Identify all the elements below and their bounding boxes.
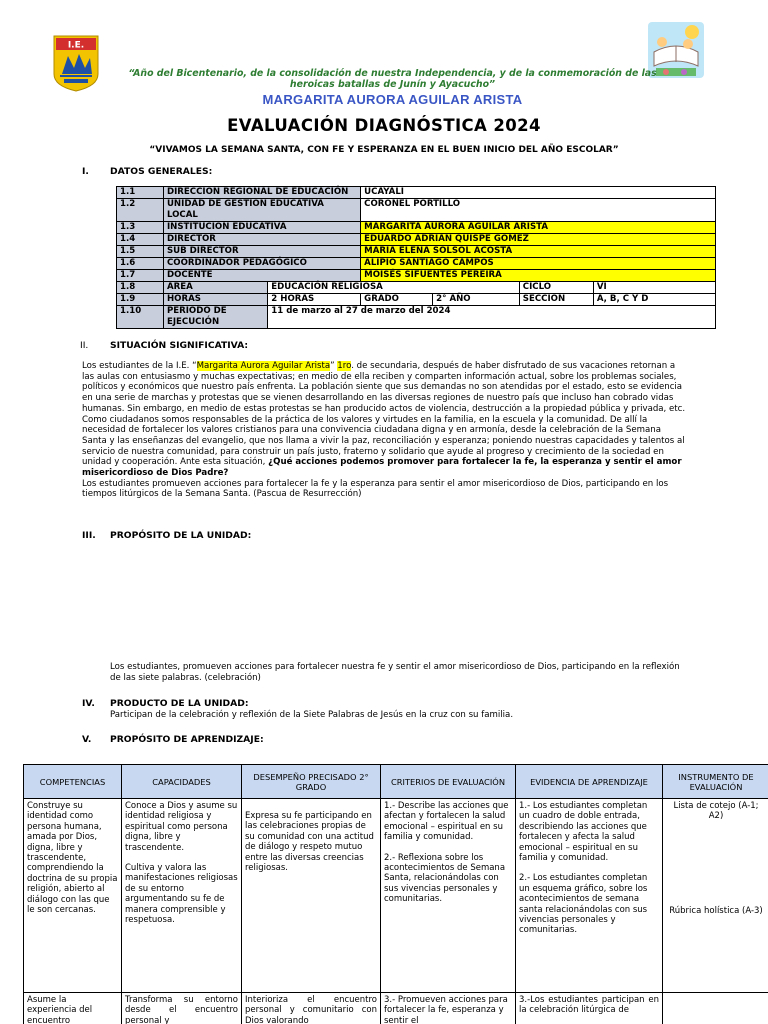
competencia-cell: Asume la experiencia del encuentro (24, 993, 122, 1024)
field-value: UCAYALI (361, 187, 716, 199)
table-row (117, 187, 716, 199)
year-motto: “Año del Bicentenario, de la consolidación de nuestra Independencia, y de la conmemoración de las heroicas batallas de Junín y Ayacucho” (128, 68, 657, 90)
row-number: 1.5 (117, 246, 164, 258)
field-label: DIRECTOR (163, 234, 360, 246)
instrumento-cell (663, 799, 768, 993)
field-value: MARIA ELENA SOLSOL ACOSTA (361, 246, 716, 258)
learning-purpose-table (23, 764, 768, 1024)
field-value: CORONEL PORTILLO (361, 199, 716, 222)
criterio-item: 2.- Reflexiona sobre los acontecimientos de Semana Santa, relacionándolas con sus vivencias personales y comunitarias. (384, 852, 506, 905)
field-label: SUB DIRECTOR (163, 246, 360, 258)
field-label: DOCENTE (163, 270, 360, 282)
evidencia-cell: 3.-Los estudiantes participan en la celebración litúrgica de (516, 993, 663, 1024)
row-number: 1.10 (117, 306, 164, 329)
desempeno-cell: Interioriza el encuentro personal y comunitario con Dios valorando (242, 993, 381, 1024)
table-row (117, 306, 716, 329)
field-value: 11 de marzo al 27 de marzo del 2024 (268, 306, 716, 329)
field-value: EDUCACIÓN RELIGIOSA (268, 282, 519, 294)
section-2-number: II. (80, 340, 89, 351)
svg-text:I.E.: I.E. (67, 40, 85, 51)
table-row (24, 993, 768, 1024)
field-value: MOISÉS SIFUENTES PEREIRA (361, 270, 716, 282)
header-instrumento: INSTRUMENTO DE EVALUACIÓN (663, 765, 768, 799)
field-value: ALIPIO SANTIAGO CAMPOS (361, 258, 716, 270)
page-title: EVALUACIÓN DIAGNÓSTICA 2024 (227, 116, 541, 135)
table-header-row (24, 765, 768, 799)
field-label: DIRECCION REGIONAL DE EDUCACIÓN (163, 187, 360, 199)
row-number: 1.3 (117, 222, 164, 234)
field-label: HORAS (163, 294, 267, 306)
capacidad-item: Cultiva y valora las manifestaciones religiosas de su entorno argumentando su fe de manera comprensible y respetuosa. (125, 863, 238, 926)
table-row (117, 282, 716, 294)
field-value: 2 HORAS (268, 294, 361, 306)
header-criterios: CRITERIOS DE EVALUACIÓN (381, 765, 516, 799)
school-logo (52, 34, 100, 92)
row-number: 1.8 (117, 282, 164, 294)
field-label: GRADO (361, 294, 433, 306)
header-evidencia: EVIDENCIA DE APRENDIZAJE (516, 765, 663, 799)
section-1-heading: DATOS GENERALES: (110, 166, 213, 177)
field-label: SECCION (519, 294, 593, 306)
highlighted-school: Margarita Aurora Aguilar Arista (196, 361, 331, 371)
header-desempeno: DESEMPEÑO PRECISADO 2° GRADO (242, 765, 381, 799)
row-number: 1.7 (117, 270, 164, 282)
section-4-number: IV. (82, 698, 95, 709)
table-row (117, 270, 716, 282)
field-value: MARGARITA AURORA AGUILAR ARISTA (361, 222, 716, 234)
general-data-table (116, 186, 716, 329)
row-number: 1.4 (117, 234, 164, 246)
section-3-heading: PROPÓSITO DE LA UNIDAD: (110, 530, 252, 541)
section-3-number: III. (82, 530, 96, 541)
row-number: 1.6 (117, 258, 164, 270)
capacidad-item: Conoce a Dios y asume su identidad religiosa y espiritual como persona digna, libre y trascendente. (125, 801, 238, 853)
criterio-item: 1.- Describe las acciones que afectan y fortalecen la salud emocional – espiritual en su familia y comunidad. (384, 801, 509, 843)
row-number: 1.2 (117, 199, 164, 222)
guiding-question: ¿Qué acciones podemos promover para fortalecer la fe, la esperanza y sentir el amor misericordioso de Dios Padre? (82, 457, 682, 479)
school-name: MARGARITA AURORA AGUILAR ARISTA (262, 92, 523, 107)
situation-paragraph (82, 361, 686, 500)
section-4-heading: PRODUCTO DE LA UNIDAD: (110, 698, 249, 709)
instrumento-item: Lista de cotejo (A-1; A2) (673, 801, 759, 822)
section-5-heading: PROPÓSITO DE APRENDIZAJE: (110, 734, 264, 745)
situation-text: ” (330, 361, 338, 371)
situation-text: . de secundaria, después de haber disfrutado de sus vacaciones retornan a las aulas con entusiasmo y muchas expectativas; en medio de ella reciben y comparten información actual, sobre los problemas sociales, políticos y económicos que nuestro país enfrenta. La población siente que sus demandas no son atendidas por el estado, esto se evidencia en una serie de marchas y protestas que se vienen desarrollando en las diversas regiones de nuestro país que incluso han cobrado vidas humanas. Sin embargo, en medio de estas protestas se han producido actos de violencia, destrucción a la propiedad pública y privada, etc. Como ciudadanos somos responsables de la práctica de los valores y virtudes en la familia, en la escuela y la comunidad. De allí la necesidad de fortalecer los valores cristianos para una convivencia ciudadana digna y en armonía, desde la celebración de la Semana Santa y las enseñanzas del evangelio, que nos llama a vivir la paz, reconciliación y esperanza; poniendo nuestras capacidades y talentos al servicio de nuestra comunidad, para construir un país justo, fraterno y solidario que ayude al progreso y crecimiento de la sociedad en unidad y cooperación. Ante esta situación, (82, 361, 686, 468)
table-row (117, 294, 716, 306)
header-competencias: COMPETENCIAS (24, 765, 122, 799)
section-1-number: I. (82, 166, 89, 177)
field-label: COORDINADOR PEDAGÓGICO (163, 258, 360, 270)
field-label: AREA (163, 282, 267, 294)
unit-product-text: Participan de la celebración y reflexión de la Siete Palabras de Jesús en la cruz con su familia. (110, 710, 514, 720)
situation-conclusion: Los estudiantes promueven acciones para fortalecer la fe y la esperanza para sentir el amor misericordioso de Dios, participando en los tiempos litúrgicos de la Semana Santa. (Pascua de Resurrección) (82, 478, 669, 500)
field-value: EDUARDO ADRIAN QUISPE GOMEZ (361, 234, 716, 246)
field-value: VI (593, 282, 715, 294)
table-row (117, 199, 716, 222)
desempeno-cell (242, 799, 381, 993)
slogan: “VIVAMOS LA SEMANA SANTA, CON FE Y ESPERANZA EN EL BUEN INICIO DEL AÑO ESCOLAR” (149, 145, 619, 155)
field-label: INSTITUCION EDUCATIVA (163, 222, 360, 234)
capacidades-cell (122, 799, 242, 993)
unit-purpose-text: Los estudiantes, promueven acciones para fortalecer nuestra fe y sentir el amor misericordioso de Dios, participando en la reflexión de las siete palabras. (celebración) (110, 662, 680, 683)
table-row (24, 799, 768, 993)
table-row (117, 222, 716, 234)
header-capacidades: CAPACIDADES (122, 765, 242, 799)
row-number: 1.1 (117, 187, 164, 199)
table-row (117, 258, 716, 270)
capacidades-cell: Transforma su entorno desde el encuentro personal y (122, 993, 242, 1024)
field-label: UNIDAD DE GESTION EDUCATIVA LOCAL (163, 199, 360, 222)
situation-text: Los estudiantes de la I.E. “ (82, 361, 197, 371)
instrumento-cell (663, 993, 768, 1024)
criterios-cell (381, 799, 516, 993)
table-row (117, 234, 716, 246)
field-value: 2° AÑO (433, 294, 520, 306)
row-number: 1.9 (117, 294, 164, 306)
field-value: A, B, C Y D (593, 294, 715, 306)
highlighted-grade: 1ro (337, 361, 352, 371)
instrumento-item: Rúbrica holística (A-3) (669, 905, 763, 916)
criterios-cell: 3.- Promueven acciones para fortalecer la fe, esperanza y sentir el (381, 993, 516, 1024)
field-label: PERIODO DE EJECUCIÓN (163, 306, 267, 329)
evidencia-cell (516, 799, 663, 993)
evidencia-item: 1.- Los estudiantes completan un cuadro de doble entrada, describiendo las acciones que fortalecen y afecta la salud emocional – espiritual en su familia y comunidad. (519, 801, 648, 864)
field-label: CICLO (519, 282, 593, 294)
table-row (117, 246, 716, 258)
competencia-cell: Construye su identidad como persona humana, amada por Dios, digna, libre y trascendente, comprendiendo la doctrina de su propia religión, abierto al diálogo con las que le son cercanas. (24, 799, 122, 993)
desempeno-text: Expresa su fe participando en las celebraciones propias de su comunidad con una actitud de diálogo y respeto mutuo entre las diversas creencias religiosas. (245, 811, 374, 874)
section-5-number: V. (82, 734, 92, 745)
section-2-heading: SITUACIÓN SIGNIFICATIVA: (110, 340, 249, 351)
evidencia-item: 2.- Los estudiantes completan un esquema gráfico, sobre los acontecimientos de semana santa relacionándolas con sus vivencias personales y comunitarias. (519, 873, 648, 936)
